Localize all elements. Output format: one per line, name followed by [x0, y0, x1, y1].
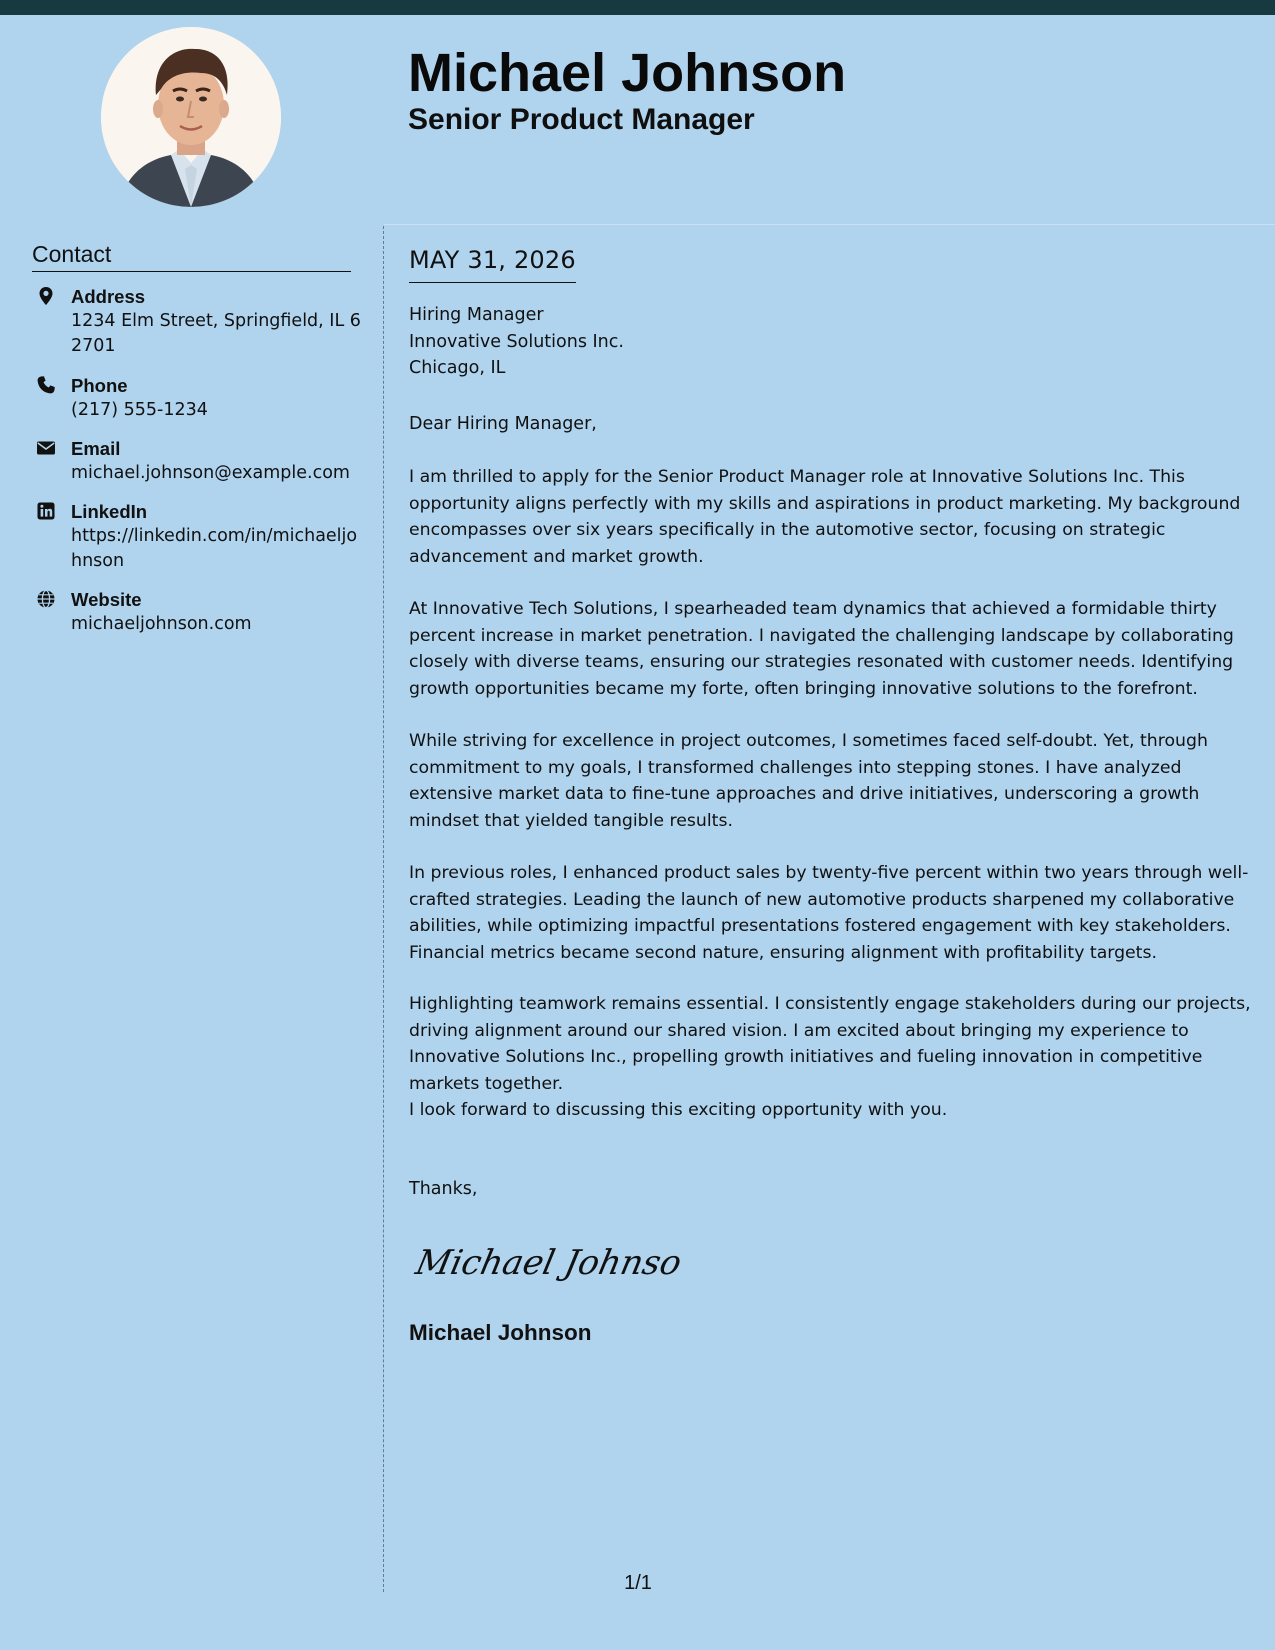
- contact-value: 1234 Elm Street, Springfield, IL 62701: [71, 311, 361, 356]
- portrait-illustration: [101, 27, 281, 207]
- body-paragraph: I look forward to discussing this exciting opportunity with you.: [409, 1100, 948, 1120]
- job-title: Senior Product Manager: [408, 103, 755, 136]
- closing: Thanks,: [409, 1179, 478, 1199]
- contact-value: https://linkedin.com/in/michaeljohnson: [71, 526, 358, 571]
- body-paragraph: Highlighting teamwork remains essential. I consistently engage stakeholders during our projects, driving alignment around our shared vision. I am excited about bringing my experience to Innovative Solutions Inc., propelling growth initiatives and fueling innovation in competitive markets together.: [409, 994, 1251, 1094]
- globe-icon: [36, 589, 56, 609]
- recipient-company: Innovative Solutions Inc.: [409, 331, 624, 352]
- envelope-icon: [36, 438, 56, 458]
- profile-photo: [101, 27, 281, 207]
- recipient-block: [409, 302, 624, 382]
- salutation: Dear Hiring Manager,: [409, 414, 597, 434]
- header-divider: [384, 224, 1275, 225]
- contact-value: michael.johnson@example.com: [71, 463, 350, 483]
- recipient-name: Hiring Manager: [409, 305, 544, 325]
- page-number: 1/1: [624, 1572, 652, 1594]
- contact-heading: Contact: [32, 240, 351, 272]
- signer-name: Michael Johnson: [409, 1320, 592, 1345]
- phone-icon: [36, 375, 56, 395]
- candidate-name: Michael Johnson: [408, 43, 847, 103]
- handwritten-signature: [411, 1232, 681, 1296]
- signature-text: Michael Johnson: [412, 1243, 681, 1283]
- contact-label: Website: [71, 589, 142, 610]
- body-paragraph: In previous roles, I enhanced product sales by twenty-five percent within two years through well-crafted strategies. Leading the launch of new automotive products sharpened my collaborative abilities, while optimizing impactful presentations fostered engagement with key stakeholders. Financial metrics became second nature, ensuring alignment with profitability targets.: [409, 863, 1249, 963]
- contact-label: Phone: [71, 375, 128, 396]
- contact-label: Address: [71, 286, 146, 307]
- linkedin-icon: [36, 501, 56, 521]
- column-divider: [383, 226, 384, 1592]
- body-paragraph: At Innovative Tech Solutions, I spearheaded team dynamics that achieved a formidable thirty percent increase in market penetration. I navigated the challenging landscape by collaborating closely with diverse teams, ensuring our strategies resonated with customer needs. Identifying growth opportunities became my forte, often bringing innovative solutions to the forefront.: [409, 599, 1234, 699]
- recipient-location: Chicago, IL: [409, 358, 506, 378]
- contact-value: michaeljohnson.com: [71, 614, 252, 634]
- contact-value: (217) 555-1234: [71, 400, 208, 420]
- body-paragraph: While striving for excellence in project outcomes, I sometimes faced self-doubt. Yet, through commitment to my goals, I transformed challenges into stepping stones. I have analyzed extensive market data to fine-tune approaches and drive initiatives, underscoring a growth mindset that yielded tangible results.: [409, 731, 1208, 831]
- contact-label: Email: [71, 438, 121, 459]
- letter-date: MAY 31, 2026: [409, 244, 576, 283]
- body-paragraph: I am thrilled to apply for the Senior Product Manager role at Innovative Solutions Inc. This opportunity aligns perfectly with my skills and aspirations in product marketing. My background encompasses over six years specifically in the automotive sector, focusing on strategic advancement and market growth.: [409, 467, 1241, 567]
- contact-label: LinkedIn: [71, 501, 148, 522]
- map-pin-icon: [36, 286, 56, 306]
- top-bar: [0, 0, 1275, 15]
